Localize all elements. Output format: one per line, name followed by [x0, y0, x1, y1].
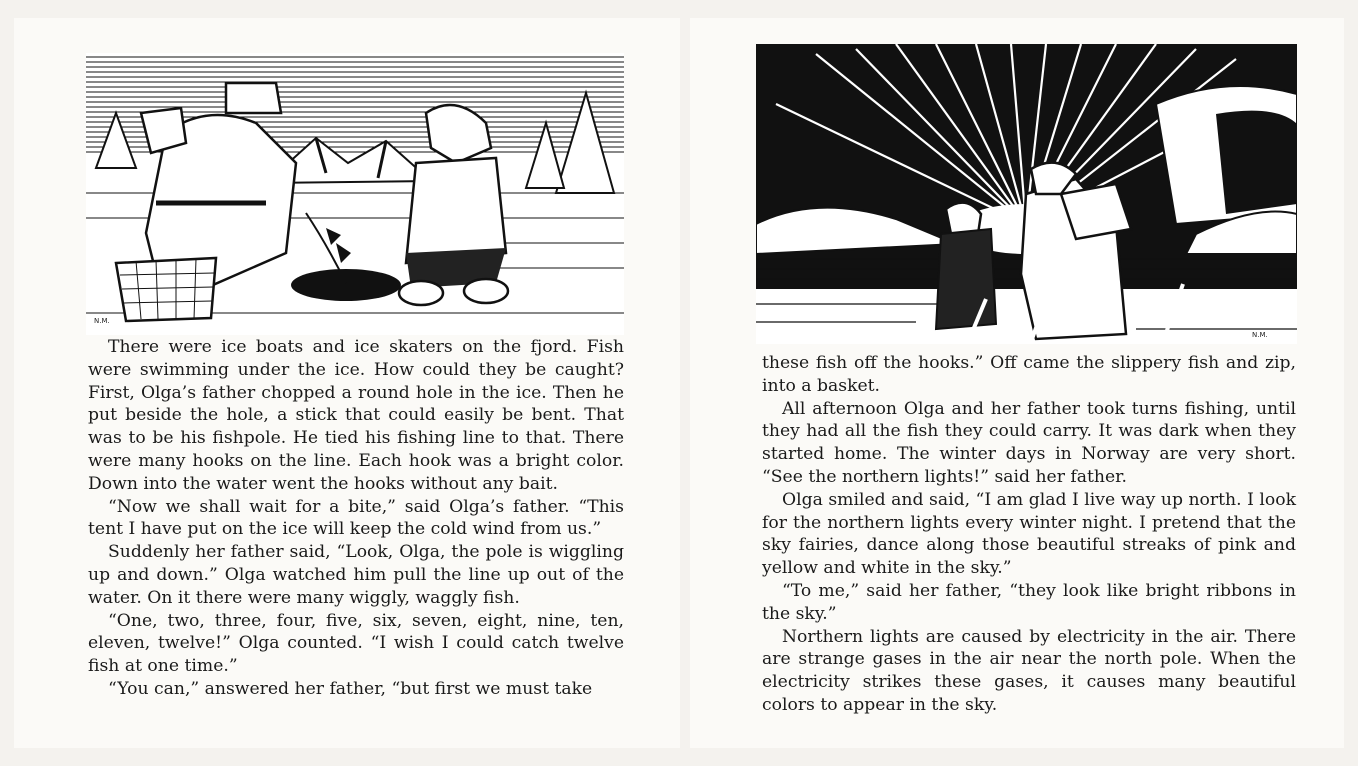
ice-fishing-illustration	[86, 53, 624, 335]
right-page	[690, 18, 1344, 748]
left-page	[14, 18, 680, 748]
northern-lights-drawing	[756, 44, 1297, 344]
paragraph: “You can,” answered her father, “but first we must take	[108, 678, 593, 699]
northern-lights-illustration	[756, 44, 1297, 344]
paragraph: Olga smiled and said, “I am glad I live way up north. I look for the northern lights every winter night. I pretend that the sky fairies, dance along those beautiful streaks of pink and yellow and white in the sky.”	[762, 489, 1296, 579]
paragraph: “One, two, three, four, five, six, seven, eight, nine, ten, eleven, twelve!” Olga counted. “I wish I could catch twelve fish at one time.”	[88, 610, 624, 677]
ice-fishing-drawing	[86, 53, 624, 335]
paragraph: Northern lights are caused by electricity in the air. There are strange gases in the air near the north pole. When the electricity strikes these gases, it causes many beautiful colors to appear in the sky.	[762, 626, 1296, 715]
illustrator-signature: N.M.	[94, 317, 110, 325]
illustrator-signature: N.M.	[1252, 331, 1268, 339]
paragraph: these fish off the hooks.” Off came the slippery fish and zip, into a basket.	[762, 353, 1296, 396]
right-page-text	[762, 352, 1296, 717]
paragraph: “Now we shall wait for a bite,” said Olga’s father. “This tent I have put on the ice will keep the cold wind from us.”	[88, 496, 624, 540]
paragraph: All afternoon Olga and her father took turns fishing, until they had all the fish they could carry. It was dark when they started home. The winter days in Norway are very short. “See the northern lights!” said her father.	[762, 398, 1296, 487]
paragraph: There were ice boats and ice skaters on the fjord. Fish were swimming under the ice. How could they be caught? First, Olga’s father chopped a round hole in the ice. Then he put beside the hole, a stick that could easily be bent. That was to be his fishpole. He tied his fishing line to that. There were many hooks on the line. Each hook was a bright color. Down into the water went the hooks without any bait.	[88, 337, 624, 494]
paragraph: Suddenly her father said, “Look, Olga, the pole is wiggling up and down.” Olga watched him pull the line up out of the water. On it there were many wiggly, waggly fish.	[88, 542, 624, 608]
left-page-text	[88, 336, 624, 701]
paragraph: “To me,” said her father, “they look like bright ribbons in the sky.”	[762, 580, 1296, 624]
